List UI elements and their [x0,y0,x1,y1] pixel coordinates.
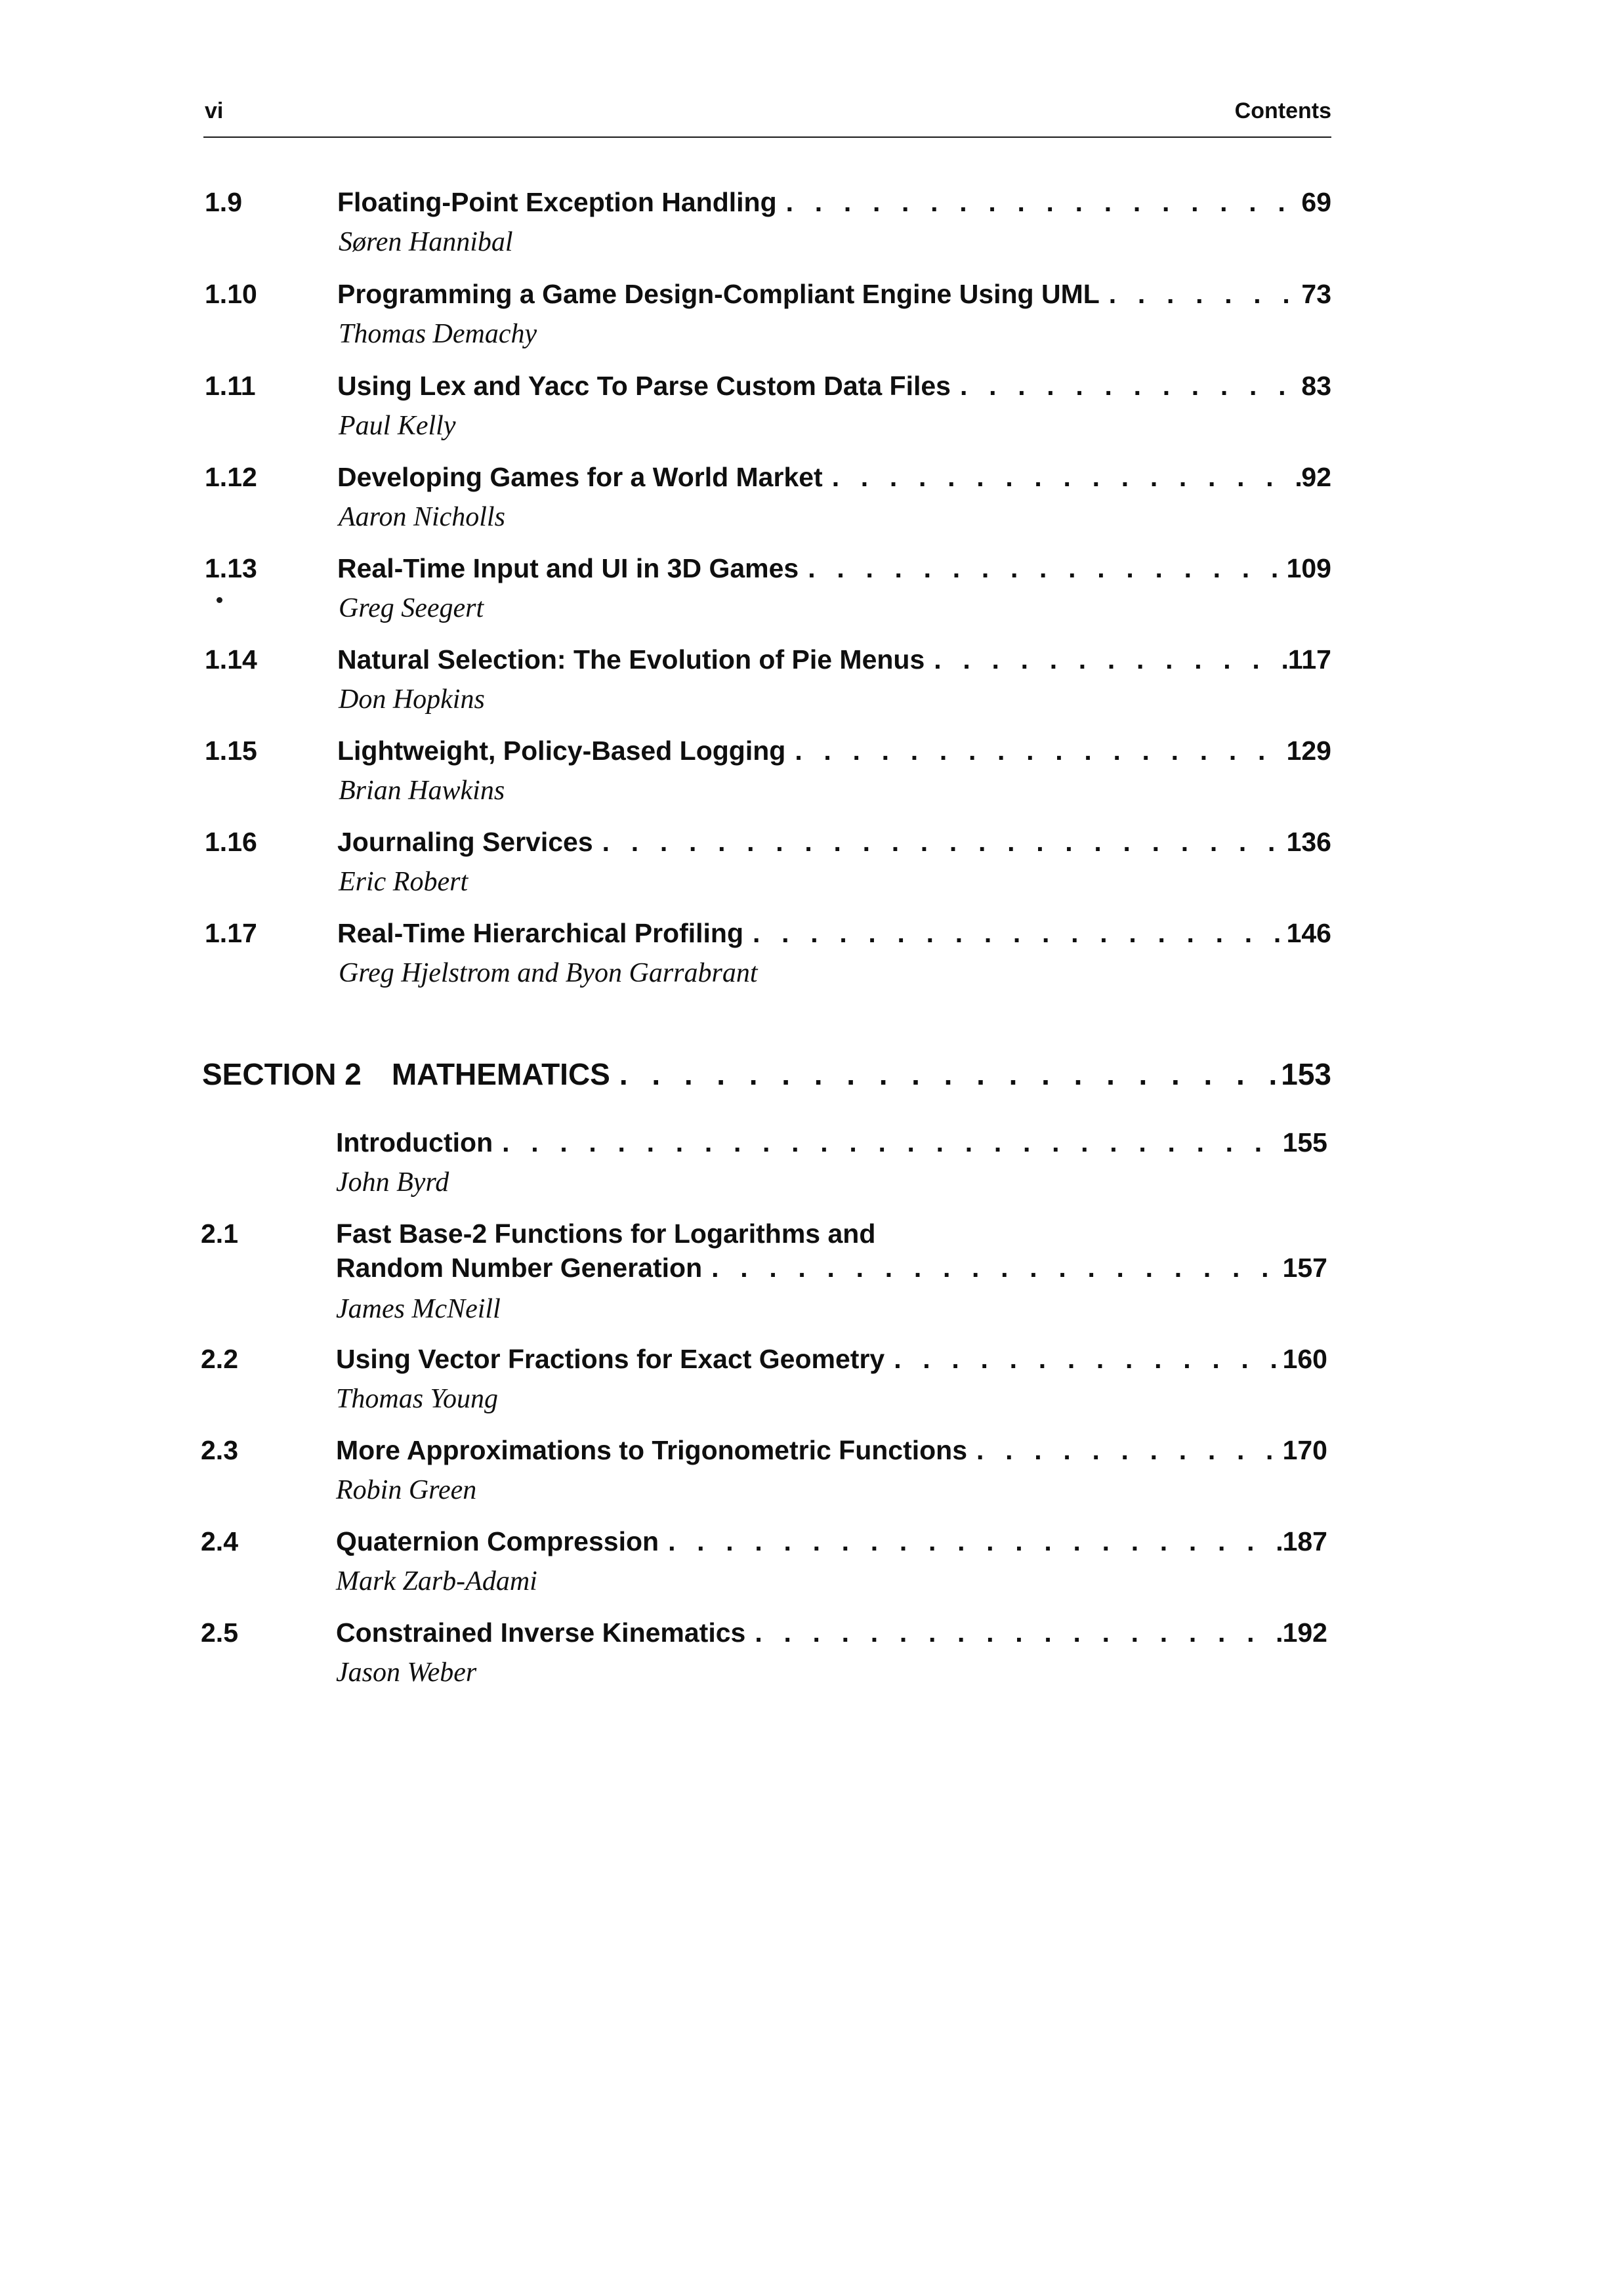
dot-leader [967,1435,1283,1466]
entry-author: Thomas Demachy [339,319,537,349]
entry-number: 1.16 [205,827,257,857]
entry-author: Robin Green [336,1475,477,1505]
section-page: 153 [1281,1057,1331,1091]
entry-number: 1.15 [205,736,257,766]
section-label: SECTION 2 [202,1057,362,1091]
entry-title-line [336,1127,1327,1161]
entry-number: 1.13 [205,553,257,583]
entry-number: 1.11 [205,371,256,401]
entry-number: 1.17 [205,918,257,948]
entry-page: 157 [1282,1253,1327,1283]
page-folio: vi [205,98,224,123]
dot-leader [885,1344,1282,1375]
entry-number: 2.5 [201,1617,238,1648]
entry-title: Real-Time Hierarchical Profiling [337,918,744,948]
entry-title-line [337,553,1331,587]
dot-leader [799,553,1286,584]
entry-author: Eric Robert [339,867,468,897]
entry-title-line [336,1344,1327,1378]
running-title: Contents [1234,98,1331,123]
dot-leader [823,462,1302,493]
entry-page: 83 [1301,371,1331,401]
entry-page: 69 [1301,187,1331,217]
entry-title-line [336,1526,1327,1560]
entry-number: 2.1 [201,1219,238,1249]
entry-author: Jason Weber [336,1658,477,1688]
dot-leader [1100,279,1302,310]
entry-title: Introduction [336,1127,493,1157]
entry-author: Søren Hannibal [339,227,513,257]
entry-page: 136 [1286,827,1331,857]
entry-title: Quaternion Compression [336,1526,659,1556]
header-rule [203,136,1331,138]
entry-title-line [337,736,1331,770]
entry-number: 1.10 [205,279,257,309]
running-header [203,98,1331,127]
entry-title: Lightweight, Policy-Based Logging [337,736,786,766]
dot-leader [659,1526,1283,1557]
entry-title-line [337,462,1331,496]
entry-page: 129 [1286,736,1331,766]
entry-title-line [337,644,1331,678]
entry-page: 92 [1301,462,1331,492]
entry-author: Mark Zarb-Adami [336,1566,537,1596]
entry-page: 146 [1286,918,1331,948]
entry-title-first-line: Fast Base-2 Functions for Logarithms and [336,1219,876,1249]
entry-title-line [337,918,1331,952]
dot-leader [493,1127,1282,1158]
entry-page: 187 [1282,1526,1327,1556]
entry-page: 73 [1301,279,1331,309]
entry-number: 2.4 [201,1526,238,1556]
dot-leader [743,918,1287,949]
entry-number: 1.14 [205,644,257,675]
section-name: MATHEMATICS [391,1057,610,1091]
entry-title: Floating-Point Exception Handling [337,187,777,217]
dot-leader [925,644,1288,675]
entry-title: Using Lex and Yacc To Parse Custom Data Files [337,371,951,401]
entry-title: Natural Selection: The Evolution of Pie Menus [337,644,925,675]
entry-title: Real-Time Input and UI in 3D Games [337,553,799,583]
entry-author: Brian Hawkins [339,776,505,806]
entry-title: Random Number Generation [336,1253,703,1283]
entry-author: Don Hopkins [339,684,485,715]
entry-title-line [337,371,1331,405]
entry-author: Thomas Young [336,1384,499,1414]
entry-title-line [336,1617,1327,1652]
dot-leader [785,736,1286,766]
entry-page: 170 [1282,1435,1327,1465]
entry-page: 109 [1286,553,1331,583]
entry-title: More Approximations to Trigonometric Functions [336,1435,968,1465]
entry-number: 2.2 [201,1344,238,1374]
entry-author: James McNeill [336,1294,501,1324]
entry-page: 192 [1282,1617,1327,1648]
dot-leader [777,187,1302,218]
section-heading [202,1056,1331,1096]
entry-title: Constrained Inverse Kinematics [336,1617,746,1648]
dot-leader [702,1253,1282,1283]
entry-title: Using Vector Fractions for Exact Geometry [336,1344,885,1374]
entry-title: Programming a Game Design-Compliant Engine Using UML [337,279,1100,309]
entry-title-line [337,827,1331,861]
entry-title-line [337,187,1331,221]
entry-title-line [337,279,1331,313]
dot-leader [951,371,1301,402]
entry-number: 1.12 [205,462,257,492]
entry-number: 2.3 [201,1435,238,1465]
stray-mark [217,597,222,603]
dot-leader [593,827,1287,858]
section-title-line [202,1056,1331,1091]
entry-title: Developing Games for a World Market [337,462,823,492]
entry-page: 117 [1287,644,1331,675]
entry-title-line [336,1253,1327,1287]
dot-leader [610,1056,1281,1092]
entry-title: Journaling Services [337,827,593,857]
entry-title-line [336,1435,1327,1469]
entry-author: Aaron Nicholls [339,502,505,532]
entry-page: 155 [1282,1127,1327,1157]
entry-author: Greg Seegert [339,593,484,623]
entry-author: Paul Kelly [339,411,456,441]
entry-page: 160 [1282,1344,1327,1374]
entry-author: John Byrd [336,1167,449,1198]
entry-author: Greg Hjelstrom and Byon Garrabrant [339,958,758,988]
dot-leader [745,1617,1282,1648]
entry-number: 1.9 [205,187,242,217]
